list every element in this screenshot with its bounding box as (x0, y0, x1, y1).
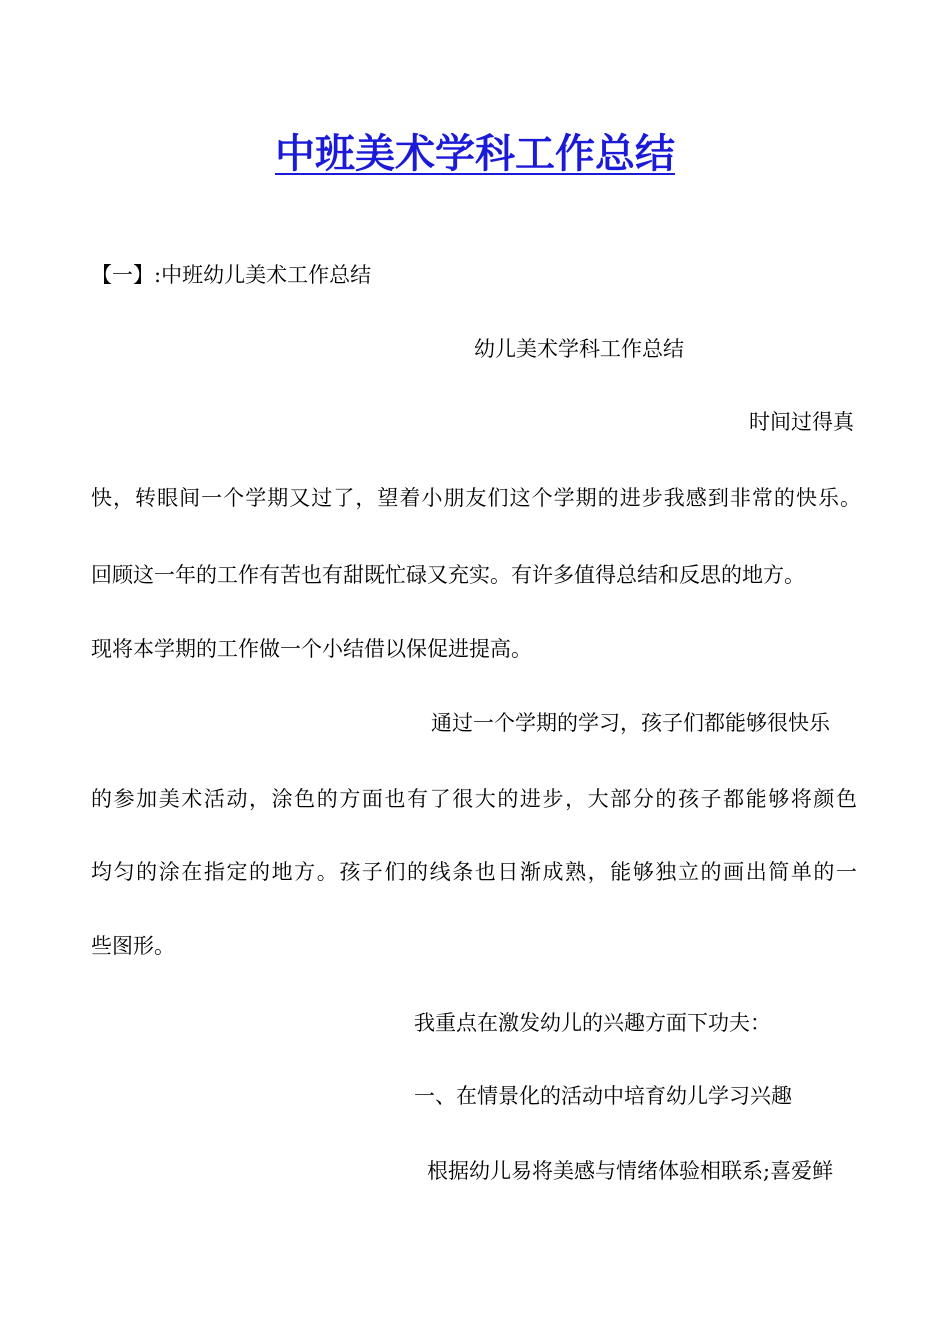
paragraph-line: 回顾这一年的工作有苦也有甜既忙碌又充实。有许多值得总结和反思的地方。 (91, 563, 805, 587)
paragraph-line: 通过一个学期的学习，孩子们都能够很快乐 (431, 711, 830, 735)
paragraph-line: 我重点在激发幼儿的兴趣方面下功夫： (414, 1011, 771, 1035)
paragraph-line: 根据幼儿易将美感与情绪体验相联系;喜爱鲜 (427, 1159, 834, 1183)
title-link[interactable]: 中班美术学科工作总结 (275, 131, 675, 177)
document-subtitle: 幼儿美术学科工作总结 (474, 337, 684, 361)
paragraph-line: 的参加美术活动，涂色的方面也有了很大的进步，大部分的孩子都能够将颜色 (91, 787, 857, 811)
paragraph-line: 些图形。 (91, 934, 175, 958)
section-heading: 【一】:中班幼儿美术工作总结 (91, 263, 372, 287)
paragraph-line: 现将本学期的工作做一个小结借以保促进提高。 (91, 637, 532, 661)
page-title (0, 126, 950, 182)
paragraph-line: 快，转眼间一个学期又过了，望着小朋友们这个学期的进步我感到非常的快乐。 (91, 486, 861, 510)
paragraph-line: 均匀的涂在指定的地方。孩子们的线条也日渐成熟，能够独立的画出简单的一 (91, 860, 857, 884)
paragraph-line: 时间过得真 (749, 410, 854, 434)
list-heading: 一、在情景化的活动中培育幼儿学习兴趣 (414, 1084, 792, 1108)
